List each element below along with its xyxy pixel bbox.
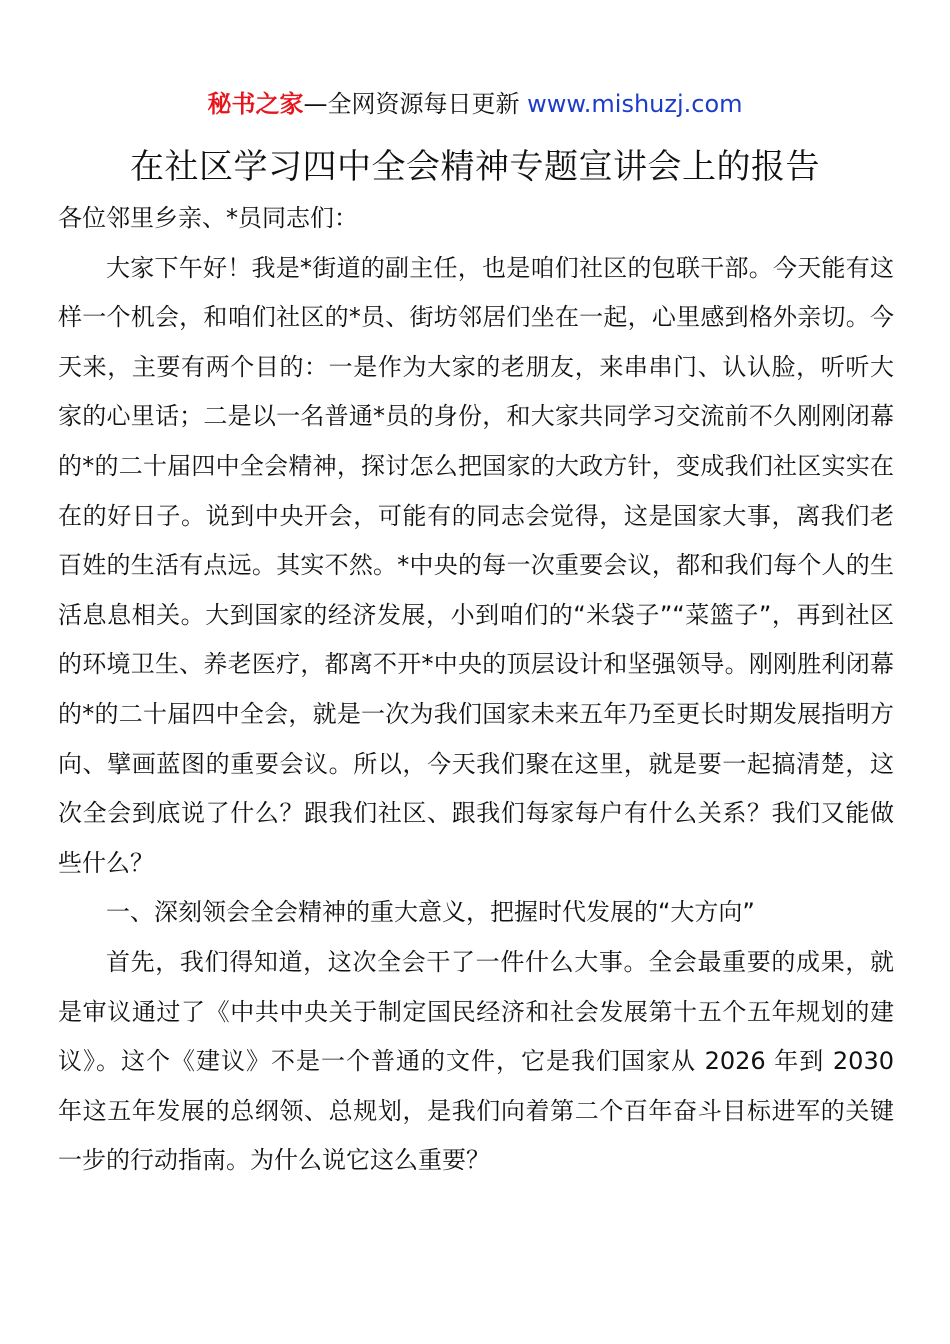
site-tagline: —全网资源每日更新 bbox=[303, 90, 520, 118]
section-heading: 一、深刻领会全会精神的重大意义，把握时代发展的“大方向” bbox=[106, 898, 755, 927]
site-url-link[interactable]: www.mishuzj.com bbox=[527, 90, 743, 118]
body-paragraph: 首先，我们得知道，这次全会干了一件什么大事。全会最重要的成果，就是审议通过了《中共中央关于制定国民经济和社会发展第十五个五年规划的建议》。这个《建议》不是一个普通的文件，它是我们国家从 2026 年到 2030 年这五年发展的总纲领、总规划，是我们向着第二个百年奋斗目标进军的关键一步的行动指南。为什么说它这么重要？ bbox=[58, 947, 894, 1175]
site-brand: 秘书之家 bbox=[207, 90, 304, 118]
document-body bbox=[58, 194, 894, 1186]
document-title: 在社区学习四中全会精神专题宣讲会上的报告 bbox=[130, 147, 820, 187]
site-header bbox=[0, 86, 950, 122]
salutation: 各位邻里乡亲、*员同志们： bbox=[58, 204, 358, 232]
body-paragraph: 大家下午好！我是*街道的副主任，也是咱们社区的包联干部。今天能有这样一个机会，和咱们社区的*员、街坊邻居们坐在一起，心里感到格外亲切。今天来，主要有两个目的：一是作为大家的老朋友，来串串门、认认脸，听听大家的心里话；二是以一名普通*员的身份，和大家共同学习交流前不久刚刚闭幕的*的二十届四中全会精神，探讨怎么把国家的大政方针，变成我们社区实实在在的好日子。说到中央开会，可能有的同志会觉得，这是国家大事，离我们老百姓的生活有点远。其实不然。*中央的每一次重要会议，都和我们每个人的生活息息相关。大到国家的经济发展，小到咱们的“米袋子”“菜篮子”，再到社区的环境卫生、养老医疗，都离不开*中央的顶层设计和坚强领导。刚刚胜利闭幕的*的二十届四中全会，就是一次为我们国家未来五年乃至更长时期发展指明方向、擘画蓝图的重要会议。所以，今天我们聚在这里，就是要一起搞清楚，这次全会到底说了什么？跟我们社区、跟我们每家每户有什么关系？我们又能做些什么？ bbox=[58, 253, 894, 877]
